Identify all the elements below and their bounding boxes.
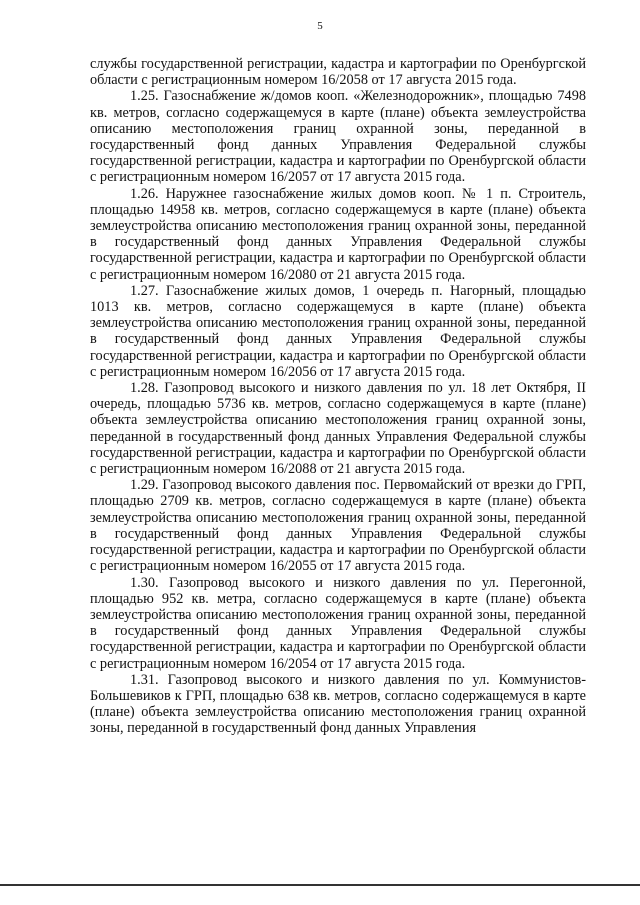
paragraph-1-25: 1.25. Газоснабжение ж/домов кооп. «Железнодорожник», площадью 7498 кв. метров, согласно содержащемуся в карте (плане) объекта землеустройства описанию местоположения границ охранной зоны, переданной в государственный фонд данных Управления Федеральной службы государственной регистрации, кадастра и картографии по Оренбургской области с регистрационным номером 16/2057 от 17 августа 2015 года.	[90, 88, 586, 186]
paragraph-1-29: 1.29. Газопровод высокого давления пос. Первомайский от врезки до ГРП, площадью 2709 кв. метров, согласно содержащемуся в карте (плане) объекта землеустройства описанию местоположения границ охранной зоны, переданной в государственный фонд данных Управления Федеральной службы государственной регистрации, кадастра и картографии по Оренбургской области с регистрационным номером 16/2055 от 17 августа 2015 года.	[90, 477, 586, 575]
paragraph-1-31: 1.31. Газопровод высокого и низкого давления по ул. Коммунистов-Большевиков к ГРП, площадью 638 кв. метров, согласно содержащемуся в карте (плане) объекта землеустройства описанию местоположения границ охранной зоны, переданной в государственный фонд данных Управления	[90, 671, 586, 737]
paragraph-1-28: 1.28. Газопровод высокого и низкого давления по ул. 18 лет Октября, II очередь, площадью 5736 кв. метров, согласно содержащемуся в карте (плане) объекта землеустройства описанию местоположения границ охранной зоны, переданной в государственный фонд данных Управления Федеральной службы государственной регистрации, кадастра и картографии по Оренбургской области с регистрационным номером 16/2088 от 21 августа 2015 года.	[90, 380, 586, 478]
document-body	[90, 56, 586, 737]
paragraph-1-27: 1.27. Газоснабжение жилых домов, 1 очередь п. Нагорный, площадью 1013 кв. метров, согласно содержащемуся в карте (плане) объекта землеустройства описанию местоположения границ охранной зоны, переданной в государственный фонд данных Управления Федеральной службы государственной регистрации, кадастра и картографии по Оренбургской области с регистрационным номером 16/2056 от 17 августа 2015 года.	[90, 282, 586, 380]
paragraph-1-26: 1.26. Наружнее газоснабжение жилых домов кооп. № 1 п. Строитель, площадью 14958 кв. метров, согласно содержащемуся в карте (плане) объекта землеустройства описанию местоположения границ охранной зоны, переданной в государственный фонд данных Управления Федеральной службы государственной регистрации, кадастра и картографии по Оренбургской области с регистрационным номером 16/2080 от 21 августа 2015 года.	[90, 185, 586, 283]
paragraph-1-30: 1.30. Газопровод высокого и низкого давления по ул. Перегонной, площадью 952 кв. метра, согласно содержащемуся в карте (плане) объекта землеустройства описанию местоположения границ охранной зоны, переданной в государственный фонд данных Управления Федеральной службы государственной регистрации, кадастра и картографии по Оренбургской области с регистрационным номером 16/2054 от 17 августа 2015 года.	[90, 574, 586, 672]
page-number: 5	[317, 20, 323, 32]
bottom-scan-edge	[0, 884, 640, 886]
paragraph-continuation: службы государственной регистрации, кадастра и картографии по Оренбургской области с регистрационным номером 16/2058 от 17 августа 2015 года.	[90, 56, 586, 89]
